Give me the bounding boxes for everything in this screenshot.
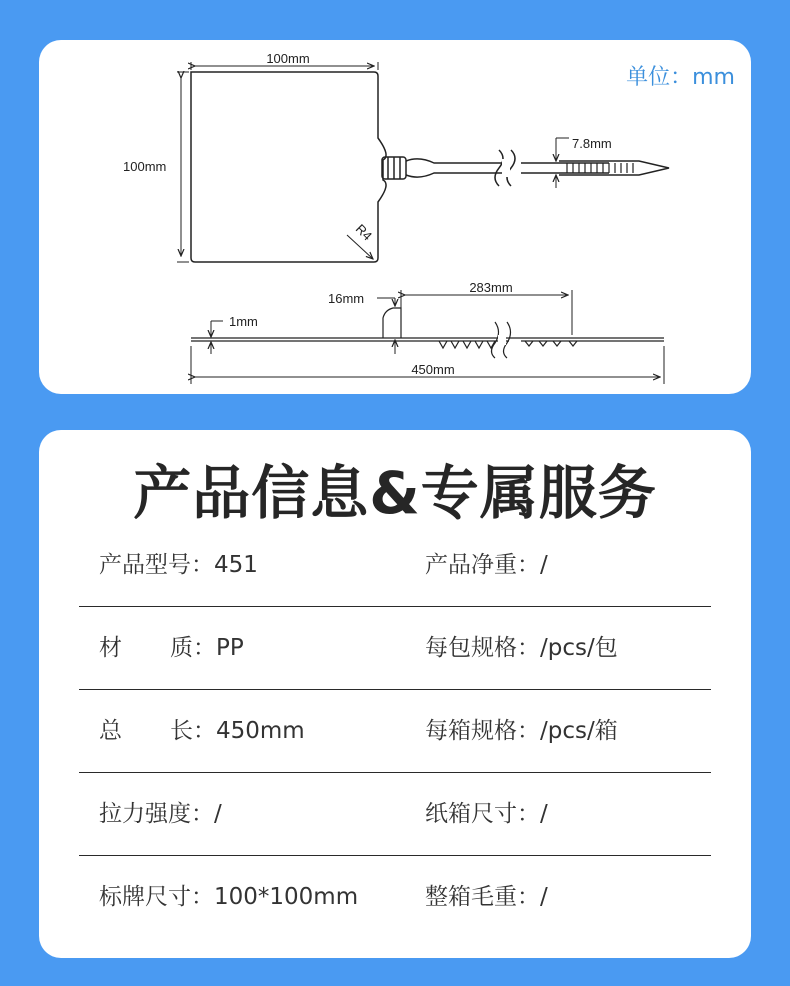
pack-spec-label: 每包规格： — [425, 635, 540, 661]
carton-size-label: 纸箱尺寸： — [425, 801, 540, 827]
model-label: 产品型号： — [99, 552, 214, 578]
pack-spec-value: /pcs/包 — [540, 635, 618, 661]
net-weight-cell — [425, 524, 548, 607]
gross-weight-cell — [425, 856, 548, 939]
material-value: PP — [216, 635, 244, 661]
tag-size-label: 标牌尺寸： — [99, 884, 214, 910]
carton-spec-value: /pcs/箱 — [540, 718, 618, 744]
model-value: 451 — [214, 552, 258, 578]
info-row — [79, 690, 711, 773]
product-info-card — [39, 430, 751, 958]
unit-label: 单位：mm — [626, 65, 735, 90]
carton-size-cell — [425, 773, 548, 856]
tag-size-value: 100*100mm — [214, 884, 359, 910]
carton-spec-cell — [425, 690, 618, 773]
info-row — [79, 607, 711, 690]
carton-size-value: / — [540, 801, 548, 827]
tensile-label: 拉力强度： — [99, 801, 214, 827]
tag-height-label: 100mm — [123, 159, 167, 174]
tensile-value: / — [214, 801, 222, 827]
strap-width-label: 7.8mm — [572, 136, 612, 151]
tag-side-view — [191, 308, 664, 358]
length-cell — [99, 690, 305, 773]
model-cell — [99, 524, 258, 607]
break-gap — [502, 159, 510, 177]
info-row — [79, 773, 711, 856]
net-weight-label: 产品净重： — [425, 552, 540, 578]
info-title: 产品信息&专属服务 — [133, 459, 657, 527]
dimension-diagram-card — [39, 40, 751, 394]
net-weight-value: / — [540, 552, 548, 578]
cable-tie-tag-drawing — [39, 40, 751, 394]
length-label: 总 长： — [99, 718, 216, 744]
carton-spec-label: 每箱规格： — [425, 718, 540, 744]
strap-length-label: 283mm — [469, 280, 513, 295]
length-value: 450mm — [216, 718, 305, 744]
tag-size-cell — [99, 856, 358, 939]
thickness-label: 1mm — [229, 314, 258, 329]
tag-top-view — [191, 72, 669, 262]
corner-radius-label: R4 — [352, 221, 376, 244]
side-break-gap — [498, 335, 506, 345]
pack-spec-cell — [425, 607, 618, 690]
material-cell — [99, 607, 244, 690]
total-length-label: 450mm — [411, 362, 455, 377]
gross-weight-value: / — [540, 884, 548, 910]
gross-weight-label: 整箱毛重： — [425, 884, 540, 910]
info-row — [79, 856, 711, 939]
tensile-cell — [99, 773, 222, 856]
material-label: 材 质： — [99, 635, 216, 661]
tag-width-label: 100mm — [266, 51, 310, 66]
head-height-label: 16mm — [328, 291, 365, 306]
info-row — [79, 524, 711, 607]
